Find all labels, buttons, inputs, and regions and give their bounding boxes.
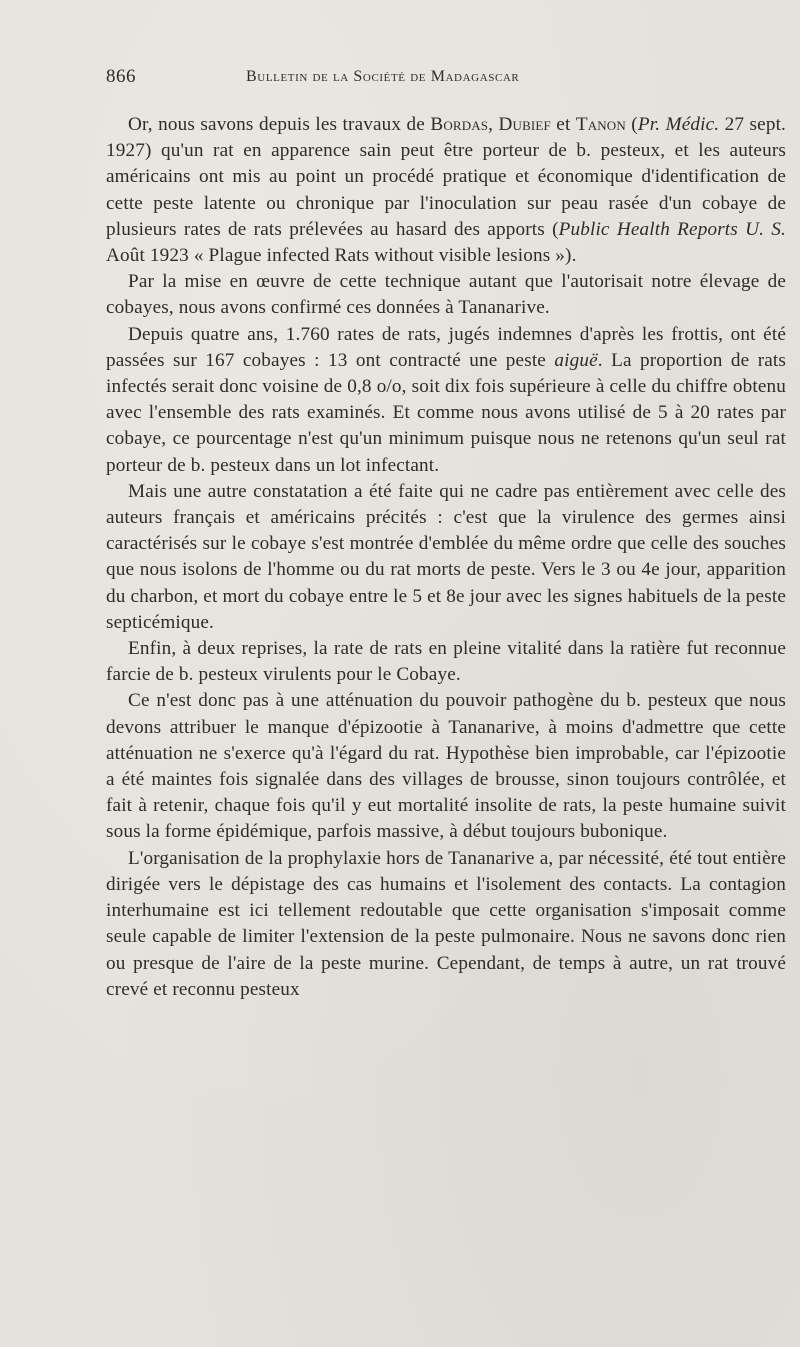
- text-run: Enfin, à deux reprises, la rate de rats en pleine vitalité dans la ratière fut reconnue farcie de b. pesteux virulents pour le Cobaye.: [106, 638, 786, 686]
- paragraph: [106, 636, 786, 688]
- paragraph: [106, 688, 786, 845]
- text-run: Mais une autre constatation a été faite qui ne cadre pas entièrement avec celle des auteurs français et américains précités : c'est que la virulence des germes ainsi caractérisés sur le cobaye s'est montrée d'emblée du même ordre que celle des souches que nous isolons de l'homme ou du rat morts de peste. Vers le 3 ou 4e jour, apparition du charbon, et mort du cobaye entre le 5 et 8e jour avec les signes habituels de la peste septicémique.: [106, 480, 786, 633]
- text-run: Bordas: [430, 114, 489, 135]
- paragraph: [106, 112, 786, 269]
- text-run: aiguë: [554, 349, 598, 371]
- text-run: Août 1923 « Plague infected Rats without visible lesions »).: [106, 245, 577, 267]
- page-number: 866: [106, 66, 136, 87]
- text-run: Ce n'est donc pas à une atténuation du pouvoir pathogène du b. pesteux que nous devons attribuer le manque d'épizootie à Tananarive, à moins d'admettre que cette atténuation ne s'exerce qu'à l'égard du rat. Hypothèse bien improbable, car l'épizootie a été maintes fois signalée dans des villages de brousse, sinon toujours contrôlée, et fait à retenir, chaque fois qu'il y eut mortalité insolite de rats, la peste humaine suivit sous la forme épidémique, parfois massive, à début toujours bubonique.: [106, 690, 786, 843]
- text-run: L'organisation de la prophylaxie hors de Tananarive a, par nécessité, été tout entière dirigée vers le dépistage des cas humains et l'isolement des contacts. La contagion interhumaine est ici tellement redoutable que cette organisation s'imposait comme seule capable de limiter l'extension de la peste pulmonaire. Nous ne savons donc rien ou presque de l'aire de la peste murine. Cependant, de temps à autre, un rat trouvé crevé et reconnu pesteux: [106, 847, 786, 1000]
- text-run: 27 sept. 1927) qu'un rat en apparence sain peut être porteur de b. pesteux, et les auteurs américains ont mis au point un procédé pratique et économique d'identification de cette peste latente ou chronique par l'inoculation sur peau rasée d'un cobaye de plusieurs rates de rats prélevées au hasard des apports (: [106, 114, 786, 240]
- text-run: et: [550, 114, 576, 135]
- text-run: Par la mise en œuvre de cette technique autant que l'autorisait notre élevage de cobayes, nous avons confirmé ces données à Tananarive.: [106, 271, 786, 319]
- page-header: [106, 66, 786, 96]
- paragraph: [106, 479, 786, 636]
- text-run: Or, nous savons depuis les travaux de: [128, 114, 431, 135]
- text-run: Public Health Reports U. S.: [558, 218, 786, 240]
- paragraph: [106, 269, 786, 321]
- text-run: Dubief: [498, 114, 551, 135]
- paragraph: [106, 846, 786, 1003]
- text-run: Depuis quatre ans, 1.760 rates de rats, jugés indemnes d'après les frottis, ont été passées sur 167 cobayes : 13 ont contracté une peste: [106, 323, 786, 371]
- running-title: Bulletin de la Société de Madagascar: [246, 68, 520, 85]
- text-run: Pr. Médic.: [637, 114, 720, 135]
- text-run: ,: [488, 114, 499, 135]
- text-run: (: [625, 114, 638, 135]
- text-run: . La proportion de rats infectés serait donc voisine de 0,8 o/o, soit dix fois supérieure à celle du chiffre obtenu avec l'ensemble des rats examinés. Et comme nous avons utilisé de 5 à 20 rates par cobaye, ce pourcentage n'est qu'un minimum puisque nous ne retenons qu'un seul rat porteur de b. pesteux dans un lot infectant.: [106, 349, 786, 476]
- paragraph: [106, 322, 786, 479]
- body-text: [106, 112, 786, 1003]
- text-run: Tanon: [575, 114, 626, 135]
